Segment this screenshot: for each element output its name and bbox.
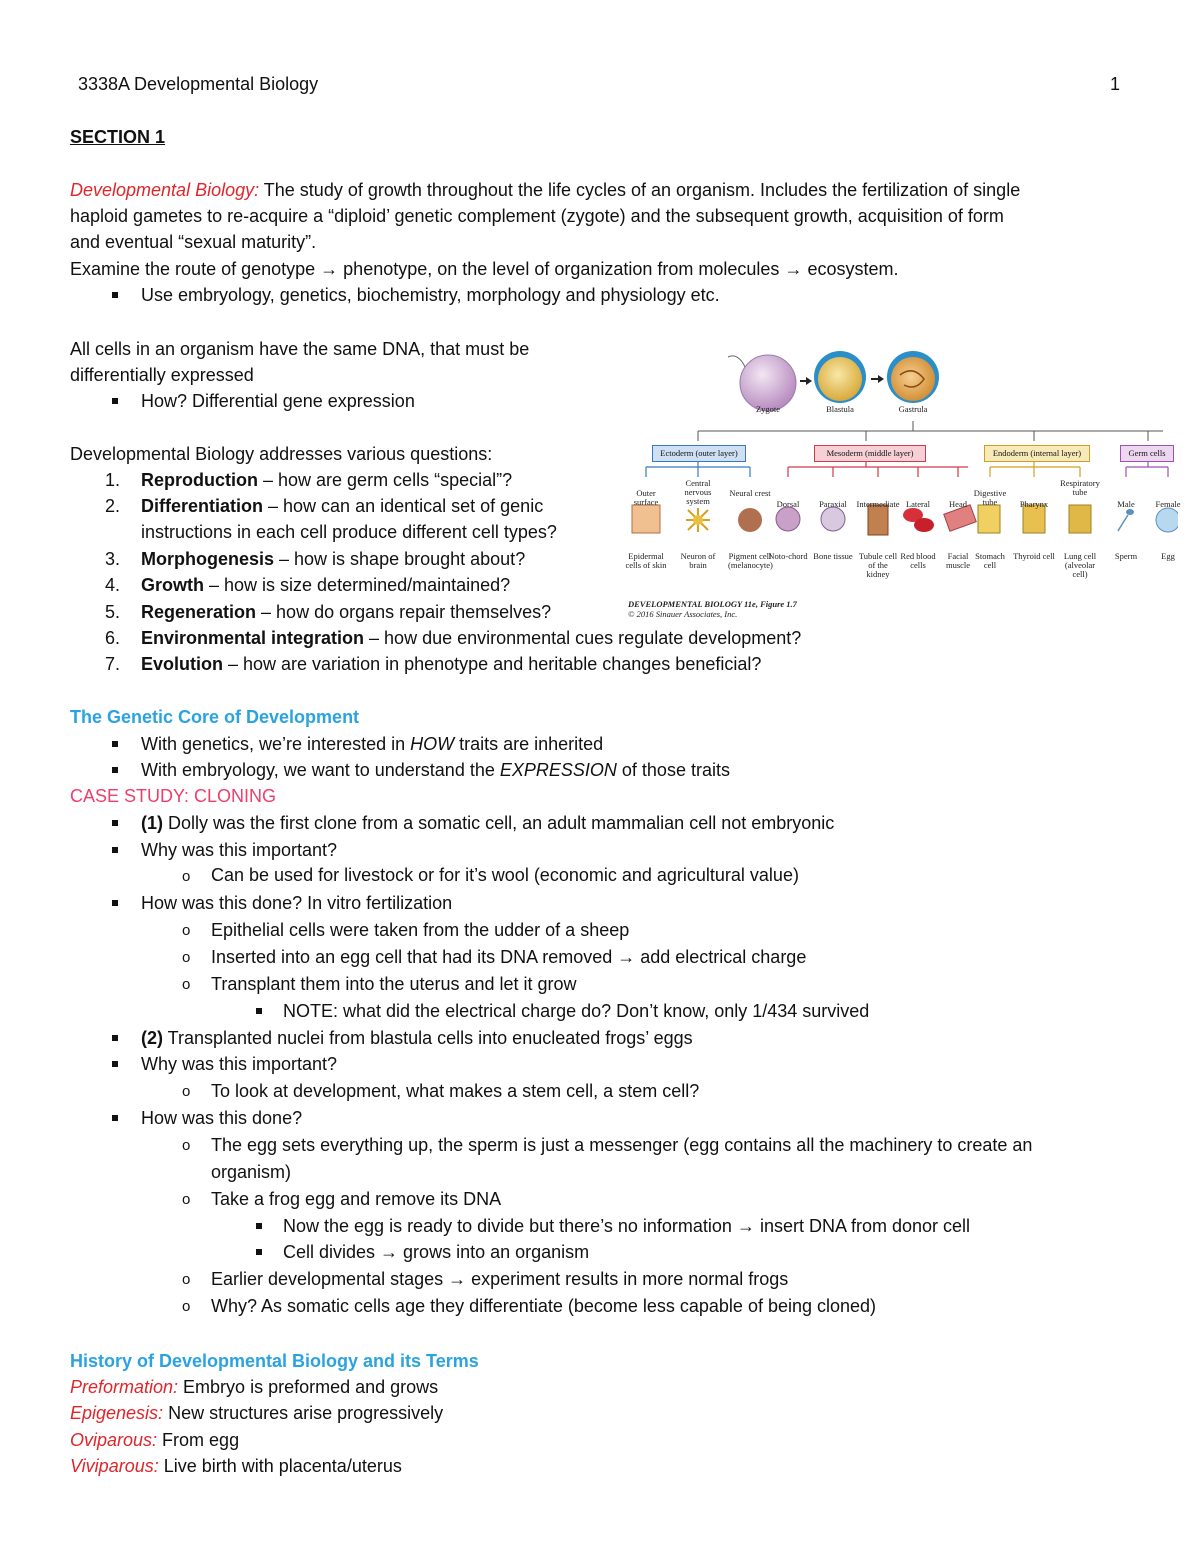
square-bullet-icon (112, 1105, 118, 1131)
history-term: Oviparous: From egg (70, 1430, 240, 1450)
lung-cell-image (1069, 505, 1091, 533)
genetic-core-bullet-2: With embryology, we want to understand the EXPRESSION of those traits (141, 760, 730, 780)
case-line-5: Epithelial cells were taken from the udder of a sheep (211, 920, 630, 940)
cell-type-label: Tubule cell of the kidney (858, 551, 898, 579)
cell-origin-label: Digestive tube (973, 488, 1007, 507)
cell-origin-label: Paraxial (819, 499, 847, 509)
thyroid-cell-image (1023, 505, 1045, 533)
sub-bullet-icon: o (182, 922, 191, 939)
case-line-10: Why was this important? (141, 1054, 338, 1074)
devbio-line-2: haploid gametes to re-acquire a “diploid’ genetic complement (zygote) and the subsequent growth, acquisition of form (70, 206, 1004, 226)
square-bullet-icon (112, 837, 118, 863)
case-line-9: (2) Transplanted nuclei from blastula cells into enucleated frogs’ eggs (141, 1028, 693, 1048)
sub-bullet-icon: o (182, 1298, 191, 1315)
devbio-bullet: Use embryology, genetics, biochemistry, morphology and physiology etc. (141, 285, 720, 305)
cell-origin-label: Lateral (905, 499, 931, 509)
history-heading: History of Developmental Biology and its Terms (70, 1351, 479, 1371)
genetic-core-bullet-1: With genetics, we’re interested in HOW traits are inherited (141, 734, 604, 754)
case-line-13: The egg sets everything up, the sperm is just a messenger (egg contains all the machinery to create an (211, 1135, 1033, 1155)
question-item: 1. Reproduction – how are germ cells “special”? (105, 470, 513, 490)
devbio-line-3: and eventual “sexual maturity”. (70, 232, 317, 252)
cell-type-label: Egg (1161, 551, 1175, 561)
sub-bullet-icon: o (182, 868, 191, 885)
sub-bullet-icon: o (182, 949, 191, 966)
case-line-16: Cell divides → grows into an organism (283, 1242, 590, 1262)
genetic-core-heading: The Genetic Core of Development (70, 707, 360, 727)
figure-copyright: © 2016 Sinauer Associates, Inc. (628, 609, 738, 619)
question-item: 7. Evolution – how are variation in phenotype and heritable changes beneficial? (105, 654, 762, 674)
notochord-image (776, 507, 800, 531)
case-line-6: Inserted into an egg cell that had its DNA removed → add electrical charge (211, 947, 807, 967)
section-title: SECTION 1 (70, 127, 166, 147)
history-term: Epigenesis: New structures arise progressively (70, 1403, 444, 1423)
case-line-3: Can be used for livestock or for it’s wool (economic and agricultural value) (211, 865, 799, 885)
cell-type-label: Epidermal cells of skin (625, 551, 667, 570)
case-line-12: How was this done? (141, 1108, 303, 1128)
sperm-tail (728, 356, 746, 371)
question-item: 2. Differentiation – how can an identical set of genic (105, 496, 544, 516)
cell-origin-label: Respiratory tube (1060, 478, 1100, 497)
square-bullet-icon (112, 810, 118, 836)
question-item: 3. Morphogenesis – how is shape brought about? (105, 549, 526, 569)
dna-line-2: differentially expressed (70, 365, 254, 385)
cell-type-label: Bone tissue (813, 551, 853, 561)
cell-type-label: Stomach cell (975, 551, 1005, 570)
dna-bullet: How? Differential gene expression (141, 391, 415, 411)
square-bullet-icon (256, 998, 262, 1024)
zygote-image (740, 355, 796, 411)
square-bullet-icon (256, 1213, 262, 1239)
sub-bullet-icon: o (182, 1083, 191, 1100)
devbio-line-4: Examine the route of genotype → phenotype, on the level of organization from molecules → ecosystem. (70, 259, 899, 279)
questions-intro: Developmental Biology addresses various questions: (70, 444, 493, 464)
document-title: 3338A Developmental Biology (78, 74, 319, 94)
history-term: Preformation: Embryo is preformed and grows (70, 1377, 439, 1397)
case-line-17: Earlier developmental stages → experiment results in more normal frogs (211, 1269, 789, 1289)
case-line-4: How was this done? In vitro fertilization (141, 893, 453, 913)
cell-type-label: Neuron of brain (680, 551, 716, 570)
cell-origin-label: Dorsal (776, 499, 800, 509)
epidermal-cell-image (632, 505, 660, 533)
sub-bullet-icon: o (182, 1137, 191, 1154)
sperm-image (1126, 509, 1134, 515)
case-line-13b: organism) (211, 1162, 292, 1182)
germ-layer-figure (625, 345, 1181, 630)
cell-type-label: Pigment cell (melanocyte) (728, 551, 773, 570)
question-item: 6. Environmental integration – how due environmental cues regulate development? (105, 628, 802, 648)
cell-type-label: Red blood cells (900, 551, 936, 570)
case-line-15: Now the egg is ready to divide but there’s no information → insert DNA from donor cell (283, 1216, 971, 1236)
kidney-cell-image (868, 505, 888, 535)
endoderm-label: Endoderm (internal layer) (984, 445, 1090, 462)
cell-type-label: Noto-chord (768, 551, 808, 561)
stage-label: Gastrula (898, 404, 928, 414)
dna-line-1: All cells in an organism have the same DNA, that must be (70, 339, 530, 359)
square-bullet-icon (112, 757, 118, 783)
cell-origin-label: Pharynx (1019, 499, 1049, 509)
cell-type-label: Sperm (1114, 551, 1138, 561)
bone-tissue-image (821, 507, 845, 531)
figure-credit: DEVELOPMENTAL BIOLOGY 11e, Figure 1.7 (628, 599, 797, 609)
cell-origin-label: Female (1155, 499, 1181, 509)
ectoderm-label: Ectoderm (outer layer) (652, 445, 746, 462)
square-bullet-icon (112, 1025, 118, 1051)
germ-cells-label: Germ cells (1120, 445, 1174, 462)
cell-type-label: Thyroid cell (1013, 551, 1055, 561)
arrow-icon: → (448, 1269, 467, 1289)
arrow-icon: → (320, 259, 339, 279)
question-item: 5. Regeneration – how do organs repair themselves? (105, 602, 552, 622)
arrow-icon: → (380, 1242, 399, 1262)
square-bullet-icon (112, 731, 118, 757)
case-line-2: Why was this important? (141, 840, 338, 860)
square-bullet-icon (112, 282, 118, 308)
cell-origin-label: Central nervous system (684, 478, 712, 506)
square-bullet-icon (112, 1051, 118, 1077)
cell-origin-label: Outer surface (633, 488, 659, 507)
neuron-image (693, 515, 703, 525)
stomach-cell-image (978, 505, 1000, 533)
sub-bullet-icon: o (182, 976, 191, 993)
case-line-8: NOTE: what did the electrical charge do? Don’t know, only 1/434 survived (283, 1001, 870, 1021)
question-item: 4. Growth – how is size determined/maintained? (105, 575, 511, 595)
arrow-icon: → (784, 259, 803, 279)
sub-bullet-icon: o (182, 1191, 191, 1208)
case-line-14: Take a frog egg and remove its DNA (211, 1189, 502, 1209)
question-item: instructions in each cell produce different cell types? (141, 522, 557, 542)
page-number: 1 (1110, 74, 1121, 94)
stage-label: Blastula (826, 404, 854, 414)
mesoderm-label: Mesoderm (middle layer) (814, 445, 926, 462)
cell-origin-label: Intermediate (856, 499, 900, 509)
egg-image (1156, 508, 1178, 532)
square-bullet-icon (112, 388, 118, 414)
case-study-heading: CASE STUDY: CLONING (70, 786, 277, 806)
stage-label: Zygote (755, 404, 781, 414)
square-bullet-icon (112, 890, 118, 916)
cell-type-label: Facial muscle (945, 551, 971, 570)
arrow-icon: → (736, 1216, 755, 1236)
case-line-7: Transplant them into the uterus and let it grow (211, 974, 577, 994)
pigment-cell-image (738, 508, 762, 532)
history-term: Viviparous: Live birth with placenta/uterus (70, 1456, 402, 1476)
case-line-18: Why? As somatic cells age they differentiate (become less capable of being cloned) (211, 1296, 877, 1316)
sub-bullet-icon: o (182, 1271, 191, 1288)
square-bullet-icon (256, 1239, 262, 1265)
cell-type-label: Lung cell (alveolar cell) (1063, 551, 1097, 579)
case-line-11: To look at development, what makes a stem cell, a stem cell? (211, 1081, 700, 1101)
devbio-line-1: Developmental Biology: The study of growth throughout the life cycles of an organism. Includes the fertilization of single (70, 180, 1021, 200)
arrow-icon: → (617, 947, 636, 967)
cell-origin-label: Neural crest (729, 488, 771, 498)
cell-origin-label: Head (949, 499, 967, 509)
case-line-1: (1) Dolly was the first clone from a somatic cell, an adult mammalian cell not embryonic (141, 813, 835, 833)
cell-origin-label: Male (1117, 499, 1135, 509)
